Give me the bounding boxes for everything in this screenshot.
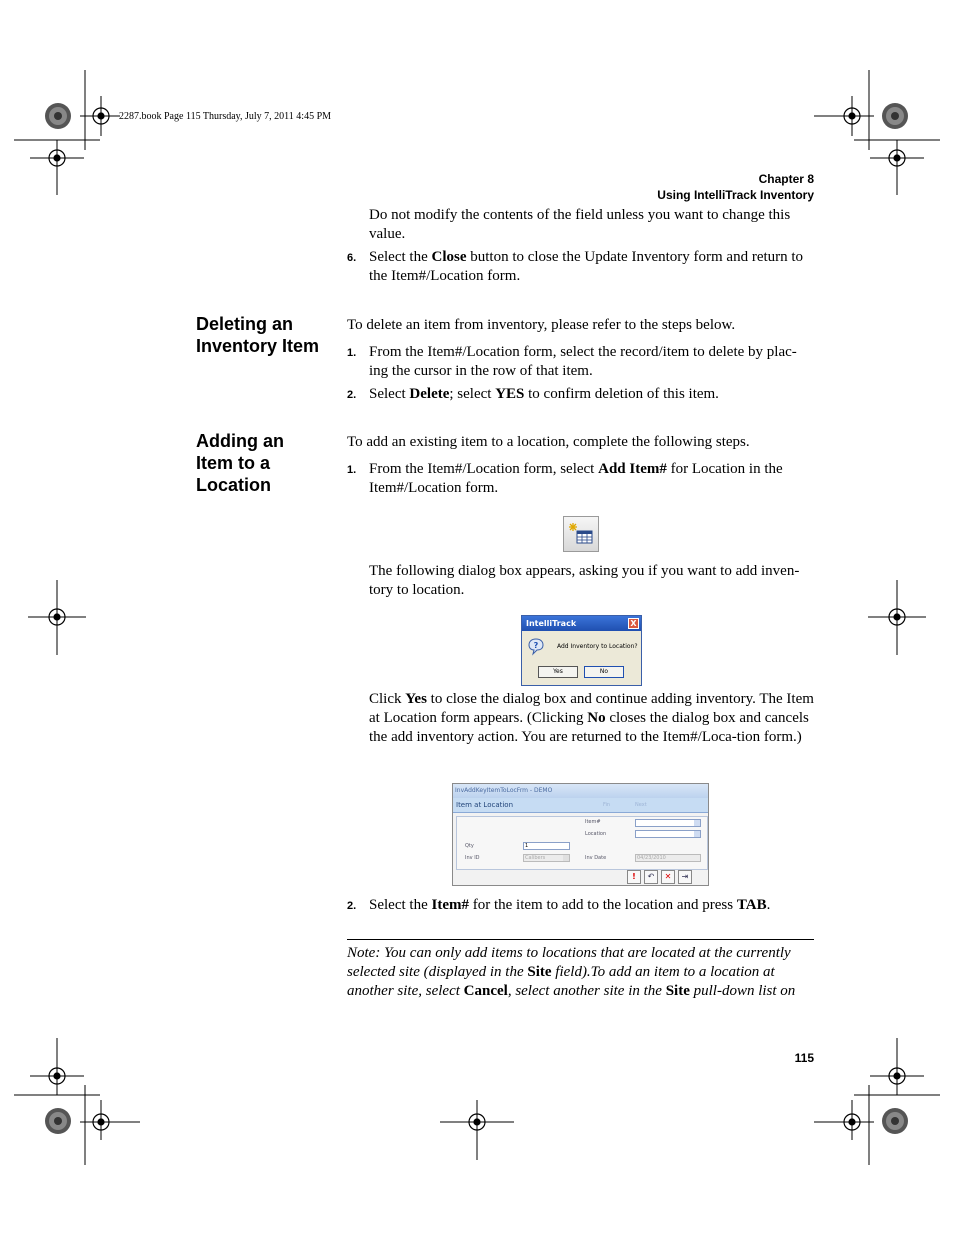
slug-line: 2287.book Page 115 Thursday, July 7, 2011 4:45 PM xyxy=(119,111,332,122)
add-step-2: Select the Item# for the item to add to the location and press TAB. xyxy=(369,897,771,913)
form-body xyxy=(456,816,708,870)
exit-icon[interactable]: ⇥ xyxy=(678,870,692,884)
dialog-title-bar xyxy=(522,616,641,631)
inv-id-field: Calibers xyxy=(523,854,570,862)
step-number: 1. xyxy=(347,347,357,359)
chevron-down-icon[interactable] xyxy=(694,831,700,837)
step-6-text: Select the Close button to close the Update Inventory form and return to the Item#/Location form. xyxy=(369,249,804,284)
step-number: 6. xyxy=(347,252,357,264)
add-step-1: From the Item#/Location form, select Add Item# for Location in the Item#/Location form. xyxy=(369,461,783,496)
step-number: 1. xyxy=(347,464,357,476)
yes-button[interactable]: Yes xyxy=(538,666,578,678)
section-heading-add: Adding an Item to a Location xyxy=(196,431,284,495)
dialog-intro: The following dialog box appears, asking you if you want to add inven- tory to location. xyxy=(369,563,800,598)
step-number: 2. xyxy=(347,900,357,912)
form-subtitle: Item at Location Fin Next xyxy=(453,798,708,813)
no-button[interactable]: No xyxy=(584,666,624,678)
dialog-title: IntelliTrack xyxy=(526,619,577,628)
delete-intro: To delete an item from inventory, please refer to the steps below. xyxy=(347,317,736,333)
location-field[interactable] xyxy=(635,830,701,838)
page-number: 115 xyxy=(794,1051,814,1065)
step-number: 2. xyxy=(347,389,357,401)
question-icon xyxy=(528,638,544,656)
section-heading-delete: Deleting an Inventory Item xyxy=(196,314,320,356)
close-icon[interactable]: ✕ xyxy=(661,870,675,884)
dialog-message: Add Inventory to Location? xyxy=(557,643,638,650)
location-label: Location xyxy=(585,831,607,837)
click-yes-paragraph: Click Yes to close the dialog box and continue adding inventory. The Item at Location form appears. (Clicking No closes the dialog box and cancels the add inventory action. You are returned to the Item#/Loca-tion form.) xyxy=(369,691,814,745)
intellitrack-dialog xyxy=(521,615,642,686)
grid-sparkle-icon xyxy=(564,517,598,551)
close-icon[interactable]: X xyxy=(628,618,639,629)
exclamation-icon[interactable]: ! xyxy=(627,870,641,884)
form-window-title: InvAddKeyItemToLocFrm - DEMO xyxy=(453,784,708,798)
chevron-down-icon[interactable] xyxy=(694,820,700,826)
item-label: Item# xyxy=(585,819,601,825)
add-item-toolbar-icon xyxy=(563,516,599,552)
qty-field[interactable]: 1 xyxy=(523,842,570,850)
note-paragraph: Note: You can only add items to locations that are located at the currently selected site (displayed in the Site field).To add an item to a location at another site, select Cancel, select another site in the Site pull-down list on xyxy=(347,945,796,999)
inv-date-label: Inv Date xyxy=(585,855,607,861)
inv-date-field: 04/23/2010 xyxy=(635,854,701,862)
svg-text:?: ? xyxy=(533,641,539,650)
chevron-down-icon xyxy=(563,855,569,861)
item-field[interactable] xyxy=(635,819,701,827)
qty-label: Qty xyxy=(465,843,474,849)
item-at-location-form xyxy=(452,783,709,886)
delete-step-2: Select Delete; select YES to confirm deletion of this item. xyxy=(369,386,719,402)
inv-id-label: Inv ID xyxy=(465,855,480,861)
note-rule xyxy=(347,939,814,940)
continuation-paragraph: Do not modify the contents of the field unless you want to change this value. xyxy=(369,207,791,242)
delete-step-1: From the Item#/Location form, select the record/item to delete by plac- ing the cursor in the row of that item. xyxy=(369,344,797,379)
chapter-title: Using IntelliTrack Inventory xyxy=(657,188,814,202)
faint-label: Fin xyxy=(603,802,611,808)
add-intro: To add an existing item to a location, complete the following steps. xyxy=(347,434,750,450)
undo-icon[interactable]: ↶ xyxy=(644,870,658,884)
faint-label: Next xyxy=(635,802,647,808)
chapter-label: Chapter 8 xyxy=(758,172,814,186)
